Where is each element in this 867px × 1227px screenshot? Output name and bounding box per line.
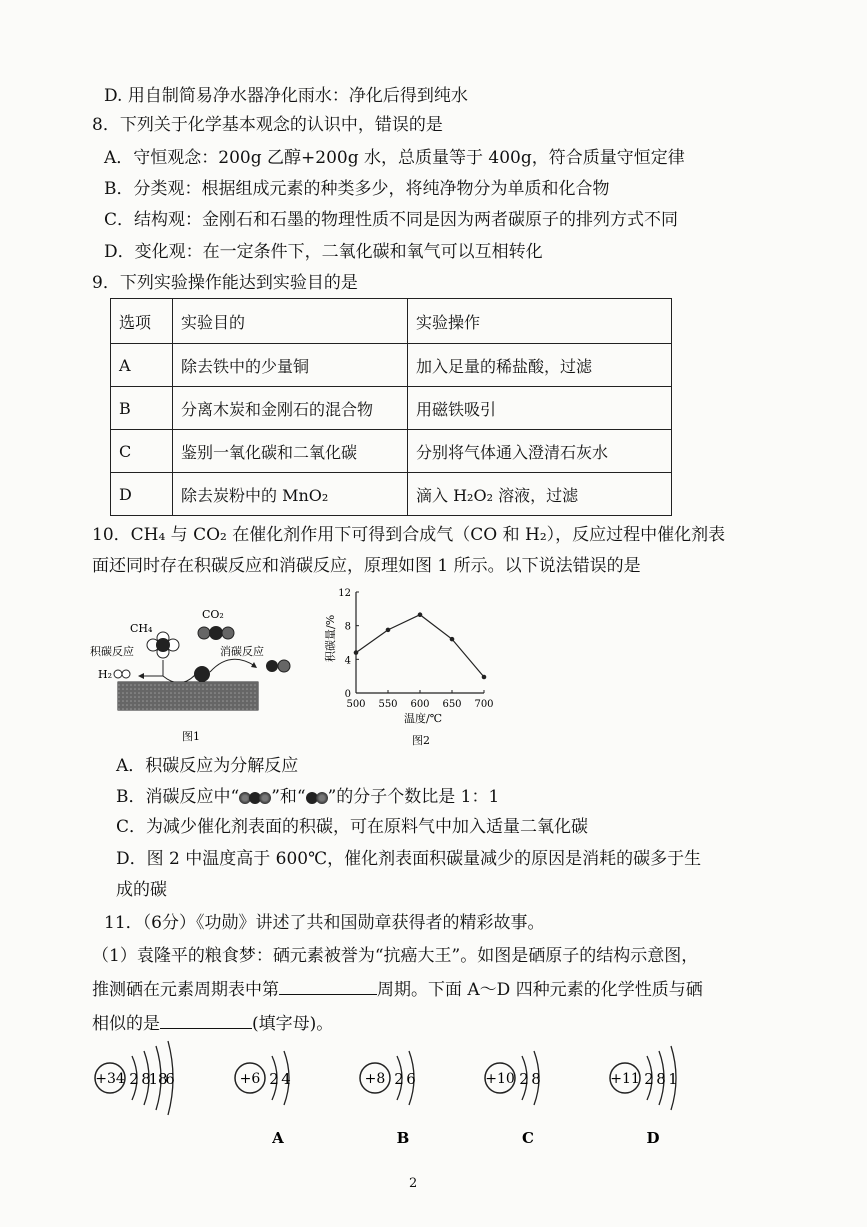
electron-count: 8 [531,1070,541,1088]
table-header-cell: 实验目的 [173,299,408,344]
q10-option-b [116,785,499,809]
electron-count: 8 [656,1070,666,1088]
data-point [418,612,423,617]
atom-structure-diagram [95,1041,175,1115]
q10-option-d-line1: D．图 2 中温度高于 600℃，催化剂表面积碳量减少的原因是消耗的碳多于生 [116,849,702,869]
q11-text: 相似的是 [92,1014,160,1034]
fig1-ch4-label: CH₄ [130,622,153,635]
fig1-products-label: H₂ [98,668,113,681]
fig1-left-label: 积碳反应 [90,645,134,658]
q10-option-c: C．为减少催化剂表面的积碳，可在原料气中加入适量二氧化碳 [116,817,589,837]
q9-table [110,298,672,516]
q11-part1-line3 [92,1010,333,1036]
q10-stem-line2: 面还同时存在积碳反应和消碳反应，原理如图 1 所示。以下说法错误的是 [92,556,641,576]
answer-blank-period[interactable] [279,976,377,995]
q7-option-d: D. 用自制简易净水器净化雨水：净化后得到纯水 [104,86,468,106]
carbon-dioxide-molecule-icon [239,787,271,807]
q9-stem: 9．下列实验操作能达到实验目的是 [92,273,358,293]
table-header-cell: 实验操作 [408,299,672,344]
atom-option-label: C [522,1129,534,1147]
y-tick-label: 12 [338,588,351,599]
data-point [386,628,391,633]
q10-option-a: A．积碳反应为分解反应 [116,756,299,776]
table-row [111,344,672,387]
answer-blank-letter[interactable] [160,1010,252,1029]
table-header-row [111,299,672,344]
fig1-caption: 图1 [182,730,200,743]
q8-option-c: C．结构观：金刚石和石墨的物理性质不同是因为两者碳原子的排列方式不同 [104,210,679,230]
electron-count: 1 [668,1070,678,1088]
table-header-cell: 选项 [111,299,173,344]
electron-count: 2 [269,1070,279,1088]
q8-stem: 8．下列关于化学基本观念的认识中，错误的是 [92,115,443,135]
q8-option-b: B．分类观：根据组成元素的种类多少，将纯净物分为单质和化合物 [104,179,610,199]
atom-option-label: A [272,1129,284,1147]
atom-structure-diagram [610,1046,678,1147]
atom-diagrams [80,1040,700,1150]
x-tick-label: 700 [474,699,494,710]
q10-stem-line1: 10．CH₄ 与 CO₂ 在催化剂作用下可得到合成气（CO 和 H₂），反应过程中催化剂表 [92,525,726,545]
q11-part1-line1: （1）袁隆平的粮食梦：硒元素被誉为“抗癌大王”。如图是硒原子的结构示意图， [92,946,699,966]
series-line [356,615,484,677]
atom-structure-diagram [235,1051,291,1147]
table-cell: 除去炭粉中的 MnO₂ [173,473,408,516]
y-tick-label: 0 [344,689,351,700]
q11-text: (填字母)。 [252,1014,334,1034]
electron-count: 6 [406,1070,416,1088]
figure-1 [90,600,310,750]
table-cell: 分离木炭和金刚石的混合物 [173,387,408,430]
x-axis-label: 温度/℃ [404,712,443,725]
table-row [111,387,672,430]
fig2-caption: 图2 [412,734,430,747]
table-cell: B [111,387,173,430]
nucleus-label: +6 [239,1071,261,1087]
fig1-co2-label: CO₂ [202,608,224,621]
table-row [111,473,672,516]
table-cell: 加入足量的稀盐酸，过滤 [408,344,672,387]
x-tick-label: 550 [378,699,398,710]
electron-count: 2 [644,1070,654,1088]
q11-stem: 11．（6分）《功勋》讲述了共和国勋章获得者的精彩故事。 [104,913,545,933]
y-tick-label: 4 [344,655,351,667]
page-number: 2 [409,1176,418,1191]
x-tick-label: 650 [442,699,462,710]
data-point [450,637,455,642]
q10-option-b-suffix: ”的分子个数比是 1：1 [327,787,500,807]
figure-2-chart [320,580,510,750]
x-tick-label: 600 [410,699,430,710]
electron-count: 2 [394,1070,404,1088]
table-cell: 分别将气体通入澄清石灰水 [408,430,672,473]
electron-count: 6 [165,1070,175,1088]
data-point [354,650,359,655]
electron-count: 18 [148,1070,168,1088]
atom-structure-diagram [485,1051,541,1147]
table-cell: 用磁铁吸引 [408,387,672,430]
electron-count: 8 [141,1070,151,1088]
q8-option-d: D．变化观：在一定条件下，二氧化碳和氧气可以互相转化 [104,242,543,262]
table-cell: 鉴别一氧化碳和二氧化碳 [173,430,408,473]
fig1-right-label: 消碳反应 [220,645,264,658]
table-cell: 除去铁中的少量铜 [173,344,408,387]
q8-option-a: A．守恒观念：200g 乙醇+200g 水，总质量等于 400g，符合质量守恒定律 [104,148,685,168]
electron-count: 2 [129,1070,139,1088]
table-cell: A [111,344,173,387]
x-tick-label: 500 [346,699,366,710]
electron-count: 4 [281,1070,291,1088]
y-axis-label: 积碳量/% [324,614,337,662]
q10-option-b-mid: ”和“ [271,787,306,807]
table-cell: D [111,473,173,516]
q11-text: 周期。下面 A～D 四种元素的化学性质与硒 [377,980,703,1000]
carbon-monoxide-molecule-icon [306,787,328,807]
nucleus-label: +8 [364,1071,386,1087]
table-row [111,430,672,473]
q10-option-b-prefix: B．消碳反应中“ [116,787,240,807]
data-point [482,675,487,680]
q11-text: 推测硒在元素周期表中第 [92,980,279,1000]
atom-structure-diagram [360,1051,416,1147]
atom-option-label: D [646,1129,660,1147]
table-cell: C [111,430,173,473]
electron-count: 2 [519,1070,529,1088]
y-tick-label: 8 [344,621,351,633]
table-cell: 滴入 H₂O₂ 溶液，过滤 [408,473,672,516]
nucleus-label: +34 [95,1071,125,1087]
nucleus-label: +11 [610,1071,640,1087]
q11-part1-line2 [92,976,703,1002]
atom-option-label: B [396,1129,410,1147]
nucleus-label: +10 [485,1071,515,1087]
q10-option-d-line2: 成的碳 [116,880,167,900]
